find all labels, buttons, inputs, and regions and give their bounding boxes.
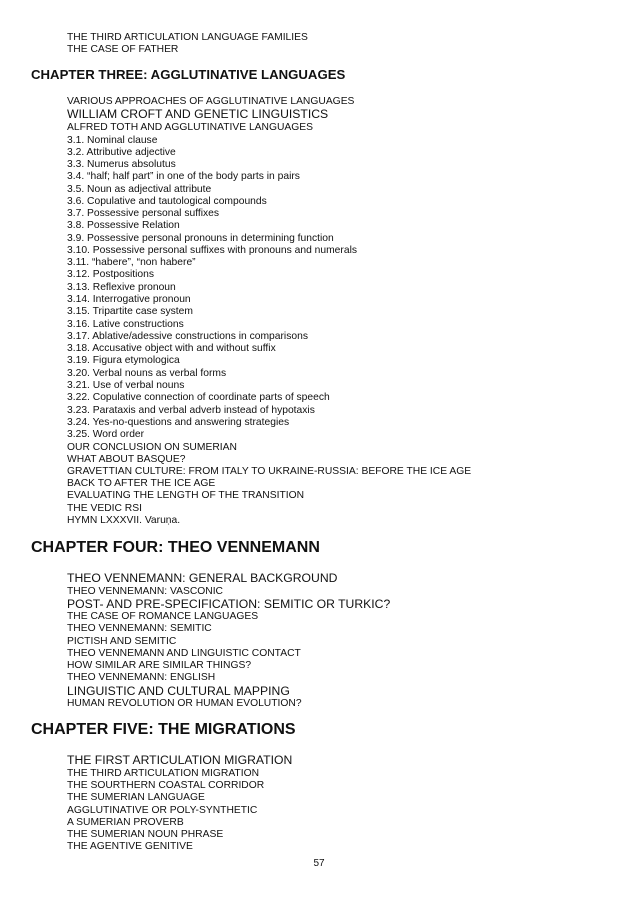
toc-entry: 3.22. Copulative connection of coordinate parts of speech [67, 392, 330, 403]
toc-entry: 3.5. Noun as adjectival attribute [67, 184, 212, 195]
chapter-heading: CHAPTER FOUR: THEO VENNEMANN [31, 539, 320, 556]
toc-entry: 3.3. Numerus absolutus [67, 159, 176, 170]
toc-entry: HOW SIMILAR ARE SIMILAR THINGS? [67, 660, 252, 671]
toc-entry: 3.21. Use of verbal nouns [67, 380, 185, 391]
toc-entry: THE CASE OF ROMANCE LANGUAGES [67, 611, 259, 622]
toc-entry: A SUMERIAN PROVERB [67, 817, 184, 828]
toc-entry: THE THIRD ARTICULATION MIGRATION [67, 768, 260, 779]
toc-entry: 3.19. Figura etymologica [67, 355, 180, 366]
toc-entry: ALFRED TOTH AND AGGLUTINATIVE LANGUAGES [67, 122, 314, 133]
toc-entry: OUR CONCLUSION ON SUMERIAN [67, 442, 237, 453]
toc-entry: 3.17. Ablative/adessive constructions in comparisons [67, 331, 308, 342]
toc-entry: WILLIAM CROFT AND GENETIC LINGUISTICS [67, 107, 329, 121]
toc-entry: THE FIRST ARTICULATION MIGRATION [67, 753, 293, 767]
toc-entry: POST- AND PRE-SPECIFICATION: SEMITIC OR TURKIC? [67, 597, 391, 611]
toc-entry: 3.9. Possessive personal pronouns in determining function [67, 233, 334, 244]
toc-entry: 3.12. Postpositions [67, 269, 155, 280]
toc-entry: 3.2. Attributive adjective [67, 147, 176, 158]
toc-entry: 3.25. Word order [67, 429, 145, 440]
chapter-heading: CHAPTER THREE: AGGLUTINATIVE LANGUAGES [31, 67, 346, 82]
toc-entry: 3.10. Possessive personal suffixes with pronouns and numerals [67, 245, 358, 256]
toc-entry: EVALUATING THE LENGTH OF THE TRANSITION [67, 490, 305, 501]
toc-entry: BACK TO AFTER THE ICE AGE [67, 478, 216, 489]
toc-entry: GRAVETTIAN CULTURE: FROM ITALY TO UKRAINE-RUSSIA: BEFORE THE ICE AGE [67, 466, 472, 477]
toc-entry: 3.8. Possessive Relation [67, 220, 180, 231]
chapter-heading: CHAPTER FIVE: THE MIGRATIONS [31, 721, 296, 738]
toc-entry: THE CASE OF FATHER [67, 44, 179, 55]
toc-entry: PICTISH AND SEMITIC [67, 636, 177, 647]
toc-entry: THEO VENNEMANN: SEMITIC [67, 623, 212, 634]
toc-entry: 3.7. Possessive personal suffixes [67, 208, 220, 219]
toc-entry: 3.13. Reflexive pronoun [67, 282, 176, 293]
toc-entry: THEO VENNEMANN: VASCONIC [67, 586, 223, 597]
toc-entry: HUMAN REVOLUTION OR HUMAN EVOLUTION? [67, 698, 302, 709]
toc-entry: 3.4. “half; half part” in one of the body parts in pairs [67, 171, 300, 182]
toc-entry: 3.11. “habere”, “non habere” [67, 257, 196, 268]
toc-entry: 3.15. Tripartite case system [67, 306, 193, 317]
toc-entry: 3.6. Copulative and tautological compounds [67, 196, 267, 207]
toc-entry: WHAT ABOUT BASQUE? [67, 454, 186, 465]
toc-entry: VARIOUS APPROACHES OF AGGLUTINATIVE LANGUAGES [67, 96, 355, 107]
toc-entry: 3.20. Verbal nouns as verbal forms [67, 368, 227, 379]
toc-entry: THE THIRD ARTICULATION LANGUAGE FAMILIES [67, 32, 308, 43]
toc-entry: 3.24. Yes-no-questions and answering strategies [67, 417, 290, 428]
toc-entry: THEO VENNEMANN: ENGLISH [67, 672, 216, 683]
toc-entry: THE AGENTIVE GENITIVE [67, 841, 193, 852]
toc-entry: LINGUISTIC AND CULTURAL MAPPING [67, 684, 290, 698]
page-number: 57 [313, 858, 325, 869]
toc-entry: 3.16. Lative constructions [67, 319, 184, 330]
toc-entry: THE SUMERIAN LANGUAGE [67, 792, 205, 803]
toc-entry: THE SUMERIAN NOUN PHRASE [67, 829, 224, 840]
toc-entry: 3.1. Nominal clause [67, 135, 158, 146]
toc-entry: THEO VENNEMANN AND LINGUISTIC CONTACT [67, 648, 301, 659]
toc-entry: 3.23. Parataxis and verbal adverb instead of hypotaxis [67, 405, 315, 416]
toc-entry: 3.18. Accusative object with and without suffix [67, 343, 276, 354]
toc-entry: THEO VENNEMANN: GENERAL BACKGROUND [67, 571, 338, 585]
toc-entry: AGGLUTINATIVE OR POLY-SYNTHETIC [67, 805, 258, 816]
toc-entry: HYMN LXXXVII. Varuṇa. [67, 515, 181, 526]
toc-entry: THE VEDIC RSI [67, 503, 142, 514]
toc-entry: 3.14. Interrogative pronoun [67, 294, 191, 305]
toc-entry: THE SOURTHERN COASTAL CORRIDOR [67, 780, 265, 791]
